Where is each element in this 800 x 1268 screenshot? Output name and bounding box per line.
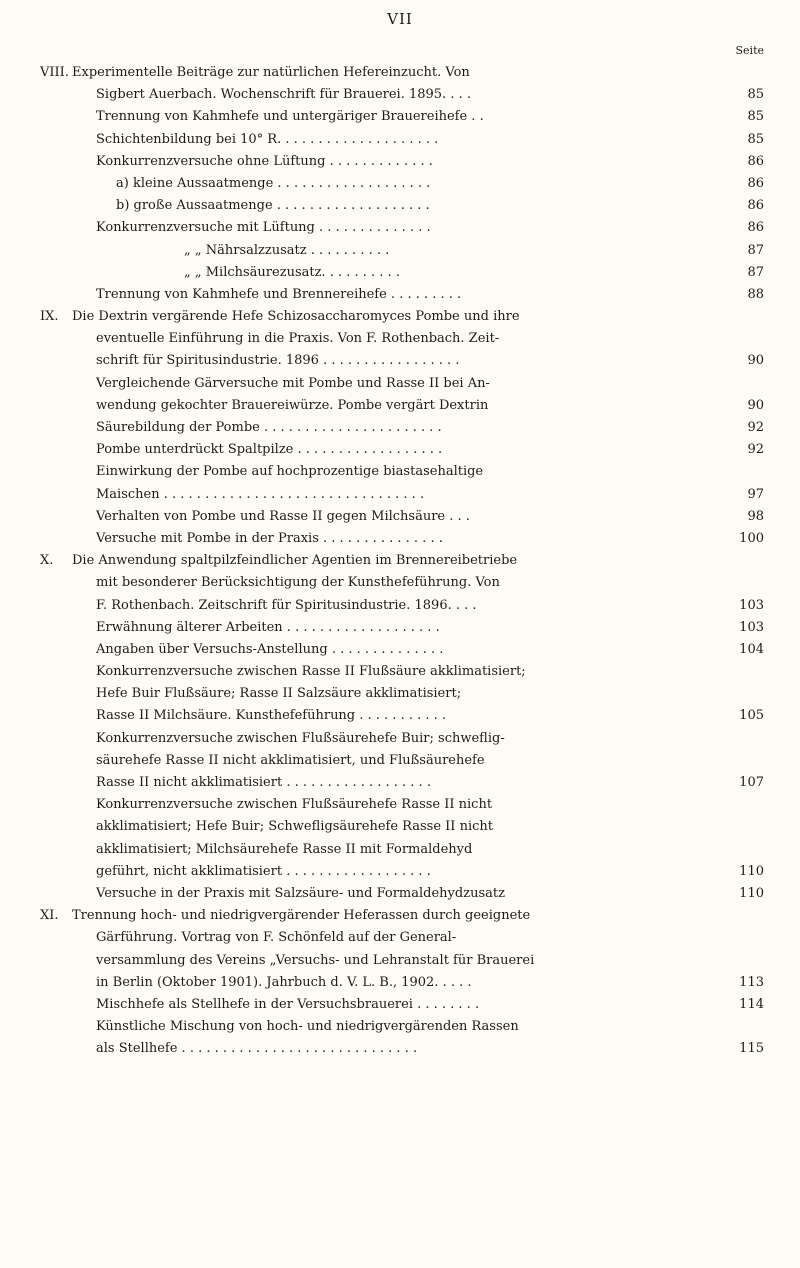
toc-entry-text: geführt, nicht akklimatisiert . . . . . . . . . . . . . . . . . . (96, 863, 431, 879)
toc-page-number: 110 (739, 863, 764, 879)
toc-page-number: 90 (747, 353, 764, 369)
toc-entry-text: Vergleichende Gärversuche mit Pombe und Rasse II bei An- (96, 375, 490, 391)
toc-page-number: 107 (739, 775, 764, 790)
toc-page-number: 86 (747, 220, 764, 236)
toc-entry (72, 262, 764, 284)
toc-entry-text: Experimentelle Beiträge zur natürlichen Hefereinzucht. Von (72, 65, 470, 80)
toc-entry (72, 240, 764, 262)
toc-section (40, 550, 764, 905)
toc-entry (72, 151, 764, 173)
section-numeral: XI. (40, 908, 59, 924)
toc-entry (72, 439, 764, 461)
toc-entry-text: Trennung von Kahmhefe und Brennereihefe . . . . . . . . . (96, 286, 462, 302)
toc-entry (72, 173, 764, 195)
toc-entry (72, 927, 764, 949)
toc-entry-text: akklimatisiert; Milchsäurehefe Rasse II mit Formaldehyd (96, 841, 473, 857)
toc-page-number: 100 (739, 530, 764, 546)
toc-entry (72, 528, 764, 550)
toc-page-number: 105 (739, 708, 764, 724)
toc-entry (72, 972, 764, 994)
toc-entry (72, 595, 764, 617)
toc-entry-text: Gärführung. Vortrag von F. Schönfeld auf der General- (96, 930, 457, 946)
section-numeral: VIII. (40, 65, 69, 80)
toc-section (40, 306, 764, 550)
toc-entry-text: Angaben über Versuchs-Anstellung . . . . . . . . . . . . . . (96, 641, 444, 657)
toc-page-number: 92 (747, 420, 764, 435)
toc-page-number: 115 (739, 1041, 764, 1057)
toc-entry (72, 195, 764, 217)
toc-entry (40, 62, 764, 84)
toc-section (40, 905, 764, 1060)
toc-page-number: 114 (739, 996, 764, 1012)
toc-entry-text: Versuche mit Pombe in der Praxis . . . . . . . . . . . . . . . (96, 530, 443, 546)
toc-entry (72, 617, 764, 639)
toc-entry (72, 395, 764, 417)
toc-entry-text: Konkurrenzversuche zwischen Flußsäurehefe Buir; schweflig- (96, 730, 505, 746)
toc-entry (40, 550, 764, 572)
page-column-header: Seite (735, 44, 764, 57)
toc-entry (72, 816, 764, 838)
toc-page-number: 113 (739, 974, 764, 990)
toc-entry-text: Pombe unterdrückt Spaltpilze . . . . . . . . . . . . . . . . . . (96, 442, 443, 458)
toc-page-number: 85 (747, 109, 764, 125)
section-numeral: IX. (40, 309, 59, 325)
toc-entry (72, 772, 764, 794)
toc-entry-text: Rasse II Milchsäure. Kunsthefeführung . . . . . . . . . . . (96, 708, 447, 724)
toc-page-number: 86 (747, 153, 764, 169)
toc-entry (40, 905, 764, 927)
toc-entry (72, 794, 764, 816)
toc-entry (72, 861, 764, 883)
toc-entry (72, 284, 764, 306)
toc-entry-text: Konkurrenzversuche mit Lüftung . . . . . . . . . . . . . . (96, 220, 431, 236)
toc-entry-text: Die Dextrin vergärende Hefe Schizosaccharomyces Pombe und ihre (72, 309, 520, 325)
toc-entry-text: Schichtenbildung bei 10° R. . . . . . . . . . . . . . . . . . . . (96, 131, 439, 147)
toc-entry (72, 506, 764, 528)
toc-page-number: 110 (739, 885, 764, 901)
toc-entry (72, 373, 764, 395)
toc-entry (72, 661, 764, 683)
toc-page-number: 85 (747, 87, 764, 103)
toc-entry (40, 306, 764, 328)
toc-entry-text: „ „ Nährsalzzusatz . . . . . . . . . . (184, 242, 390, 258)
toc-entry (72, 217, 764, 239)
toc-entry (72, 705, 764, 727)
toc-entry-text: akklimatisiert; Hefe Buir; Schwefligsäurehefe Rasse II nicht (96, 819, 493, 835)
toc-entry (72, 84, 764, 106)
toc-entry (72, 129, 764, 151)
toc-entry (72, 839, 764, 861)
toc-page-number: 88 (747, 286, 764, 302)
toc-page-number: 97 (747, 486, 764, 502)
toc-entry-text: Einwirkung der Pombe auf hochprozentige biastasehaltige (96, 464, 484, 480)
toc-entry-text: Maischen . . . . . . . . . . . . . . . . . . . . . . . . . . . . . . . . (96, 486, 425, 502)
page-number: VII (387, 10, 413, 28)
toc-entry-text: „ „ Milchsäurezusatz. . . . . . . . . . (184, 264, 400, 280)
toc-entry (72, 417, 764, 439)
toc-entry-text: Trennung hoch- und niedrigvergärender Heferassen durch geeignete (72, 908, 531, 924)
toc-entry (72, 994, 764, 1016)
toc-entry (72, 728, 764, 750)
toc-entry-text: eventuelle Einführung in die Praxis. Von F. Rothenbach. Zeit- (96, 331, 500, 347)
toc-entry-text: Rasse II nicht akklimatisiert . . . . . . . . . . . . . . . . . . (96, 775, 431, 790)
toc-entry (72, 639, 764, 661)
toc-entry-text: Konkurrenzversuche zwischen Flußsäurehefe Rasse II nicht (96, 797, 493, 813)
section-numeral: X. (40, 553, 54, 569)
toc-entry-text: Künstliche Mischung von hoch- und niedrigvergärenden Rassen (96, 1019, 519, 1035)
toc-entry (72, 350, 764, 372)
toc-section (40, 62, 764, 306)
toc-entry-text: Hefe Buir Flußsäure; Rasse II Salzsäure akklimatisiert; (96, 686, 462, 702)
toc-entry-text: in Berlin (Oktober 1901). Jahrbuch d. V. L. B., 1902. . . . . (96, 974, 472, 990)
toc-entry-text: b) große Aussaatmenge . . . . . . . . . . . . . . . . . . . (116, 198, 430, 214)
toc-page-number: 104 (739, 641, 764, 657)
toc-entry (72, 683, 764, 705)
toc-entry (72, 1016, 764, 1038)
toc-entry-text: Konkurrenzversuche ohne Lüftung . . . . . . . . . . . . . (96, 153, 433, 169)
toc-entry-text: Sigbert Auerbach. Wochenschrift für Brauerei. 1895. . . . (96, 87, 471, 103)
toc-entry-text: Erwähnung älterer Arbeiten . . . . . . . . . . . . . . . . . . . (96, 619, 440, 635)
toc-page-number: 103 (739, 597, 764, 613)
toc-entry-text: Verhalten von Pombe und Rasse II gegen Milchsäure . . . (96, 508, 470, 524)
toc-page-number: 86 (747, 198, 764, 214)
toc-page-number: 86 (747, 175, 764, 191)
toc-entry-text: F. Rothenbach. Zeitschrift für Spiritusindustrie. 1896. . . . (96, 597, 477, 613)
toc-entry (72, 328, 764, 350)
toc-entry-text: wendung gekochter Brauereiwürze. Pombe vergärt Dextrin (96, 397, 489, 413)
toc-entry-text: Versuche in der Praxis mit Salzsäure- und Formaldehydzusatz (96, 885, 505, 901)
toc-entry (72, 572, 764, 594)
toc-page-number: 90 (747, 397, 764, 413)
toc-entry-text: Trennung von Kahmhefe und untergäriger Brauereihefe . . (96, 109, 484, 125)
toc-entry (72, 750, 764, 772)
toc-entry-text: mit besonderer Berücksichtigung der Kunsthefeführung. Von (96, 575, 500, 591)
toc-entry-text: Mischhefe als Stellhefe in der Versuchsbrauerei . . . . . . . . (96, 996, 480, 1012)
table-of-contents (40, 62, 764, 1060)
toc-entry-text: Säurebildung der Pombe . . . . . . . . . . . . . . . . . . . . . . (96, 420, 442, 435)
toc-entry-text: Die Anwendung spaltpilzfeindlicher Agentien im Brennereibetriebe (72, 553, 518, 569)
toc-entry (72, 1038, 764, 1060)
toc-page-number: 87 (747, 264, 764, 280)
toc-entry (72, 484, 764, 506)
toc-page-number: 98 (747, 508, 764, 524)
toc-page-number: 85 (747, 131, 764, 147)
toc-entry-text: versammlung des Vereins „Versuchs- und Lehranstalt für Brauerei (96, 952, 535, 968)
toc-page-number: 87 (747, 242, 764, 258)
toc-entry-text: säurehefe Rasse II nicht akklimatisiert, und Flußsäurehefe (96, 752, 485, 768)
toc-entry-text: a) kleine Aussaatmenge . . . . . . . . . . . . . . . . . . . (116, 175, 431, 191)
toc-entry (72, 106, 764, 128)
toc-entry (72, 883, 764, 905)
toc-page-number: 103 (739, 619, 764, 635)
toc-entry-text: schrift für Spiritusindustrie. 1896 . . . . . . . . . . . . . . . . . (96, 353, 460, 369)
toc-entry (72, 461, 764, 483)
toc-page-number: 92 (747, 442, 764, 458)
toc-entry-text: Konkurrenzversuche zwischen Rasse II Flußsäure akklimatisiert; (96, 664, 526, 680)
toc-entry (72, 950, 764, 972)
toc-entry-text: als Stellhefe . . . . . . . . . . . . . . . . . . . . . . . . . . . . . (96, 1041, 418, 1057)
